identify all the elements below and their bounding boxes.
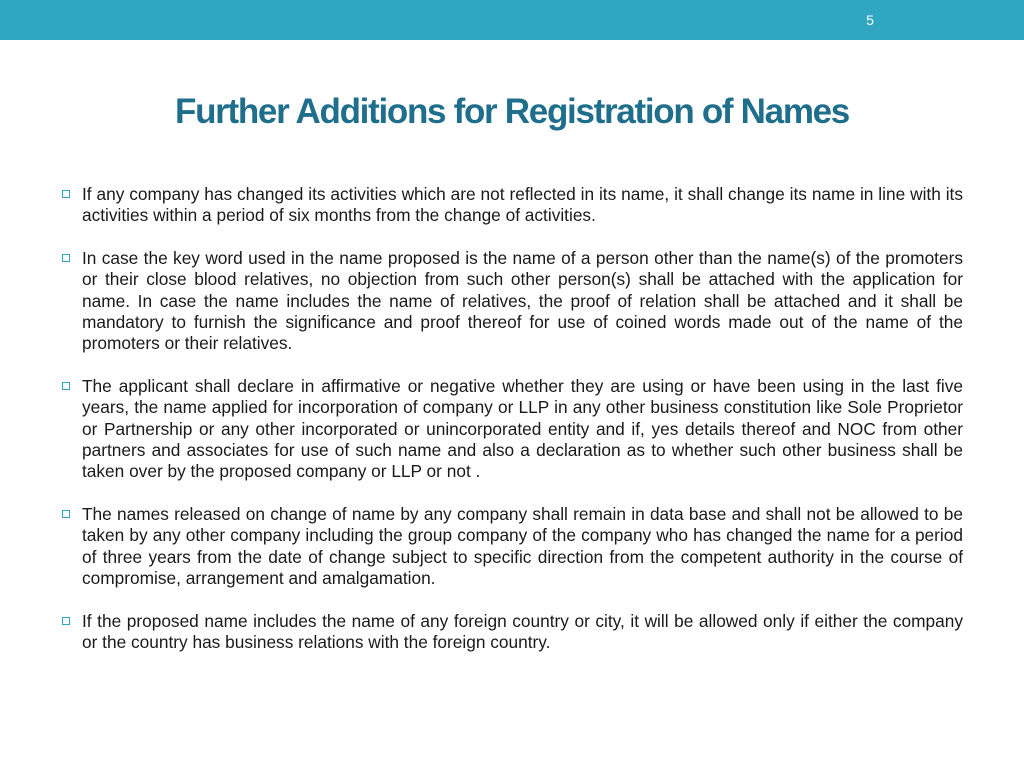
bullet-item (60, 248, 963, 355)
hollow-square-bullet-icon (62, 510, 70, 518)
header-band (0, 0, 1024, 40)
bullet-item (60, 184, 963, 227)
bullet-item (60, 611, 963, 654)
bullet-text: The names released on change of name by any company shall remain in data base and shall not be allowed to be taken by any other company including the group company of the company who has changed the name for a period of three years from the date of change subject to specific direction from the competent authority in the course of compromise, arrangement and amalgamation. (82, 503, 963, 589)
slide-title: Further Additions for Registration of Names (175, 92, 849, 131)
bullet-text: If the proposed name includes the name of any foreign country or city, it will be allowed only if either the company or the country has business relations with the foreign country. (82, 610, 963, 652)
hollow-square-bullet-icon (62, 190, 70, 198)
slide-number: 5 (866, 12, 874, 28)
hollow-square-bullet-icon (62, 617, 70, 625)
hollow-square-bullet-icon (62, 254, 70, 262)
bullet-list (60, 184, 963, 674)
bullet-text: In case the key word used in the name proposed is the name of a person other than the name(s) of the promoters or their close blood relatives, no objection from such other person(s) shall be attached with the application for name. In case the name includes the name of relatives, the proof of relation shall be attached and it shall be mandatory to furnish the significance and proof thereof for use of coined words made out of the name of the promoters or their relatives. (82, 247, 963, 354)
hollow-square-bullet-icon (62, 382, 70, 390)
bullet-text: If any company has changed its activities which are not reflected in its name, it shall change its name in line with its activities within a period of six months from the change of activities. (82, 184, 963, 226)
bullet-text: The applicant shall declare in affirmative or negative whether they are using or have been using in the last five years, the name applied for incorporation of company or LLP in any other business constitution like Sole Proprietor or Partnership or any other incorporated or unincorporated entity and if, yes details thereof and NOC from other partners and associates for use of such name and also a declaration as to whether such other business shall be taken over by the proposed company or LLP or not . (82, 375, 963, 482)
bullet-item (60, 376, 963, 483)
bullet-item (60, 504, 963, 590)
